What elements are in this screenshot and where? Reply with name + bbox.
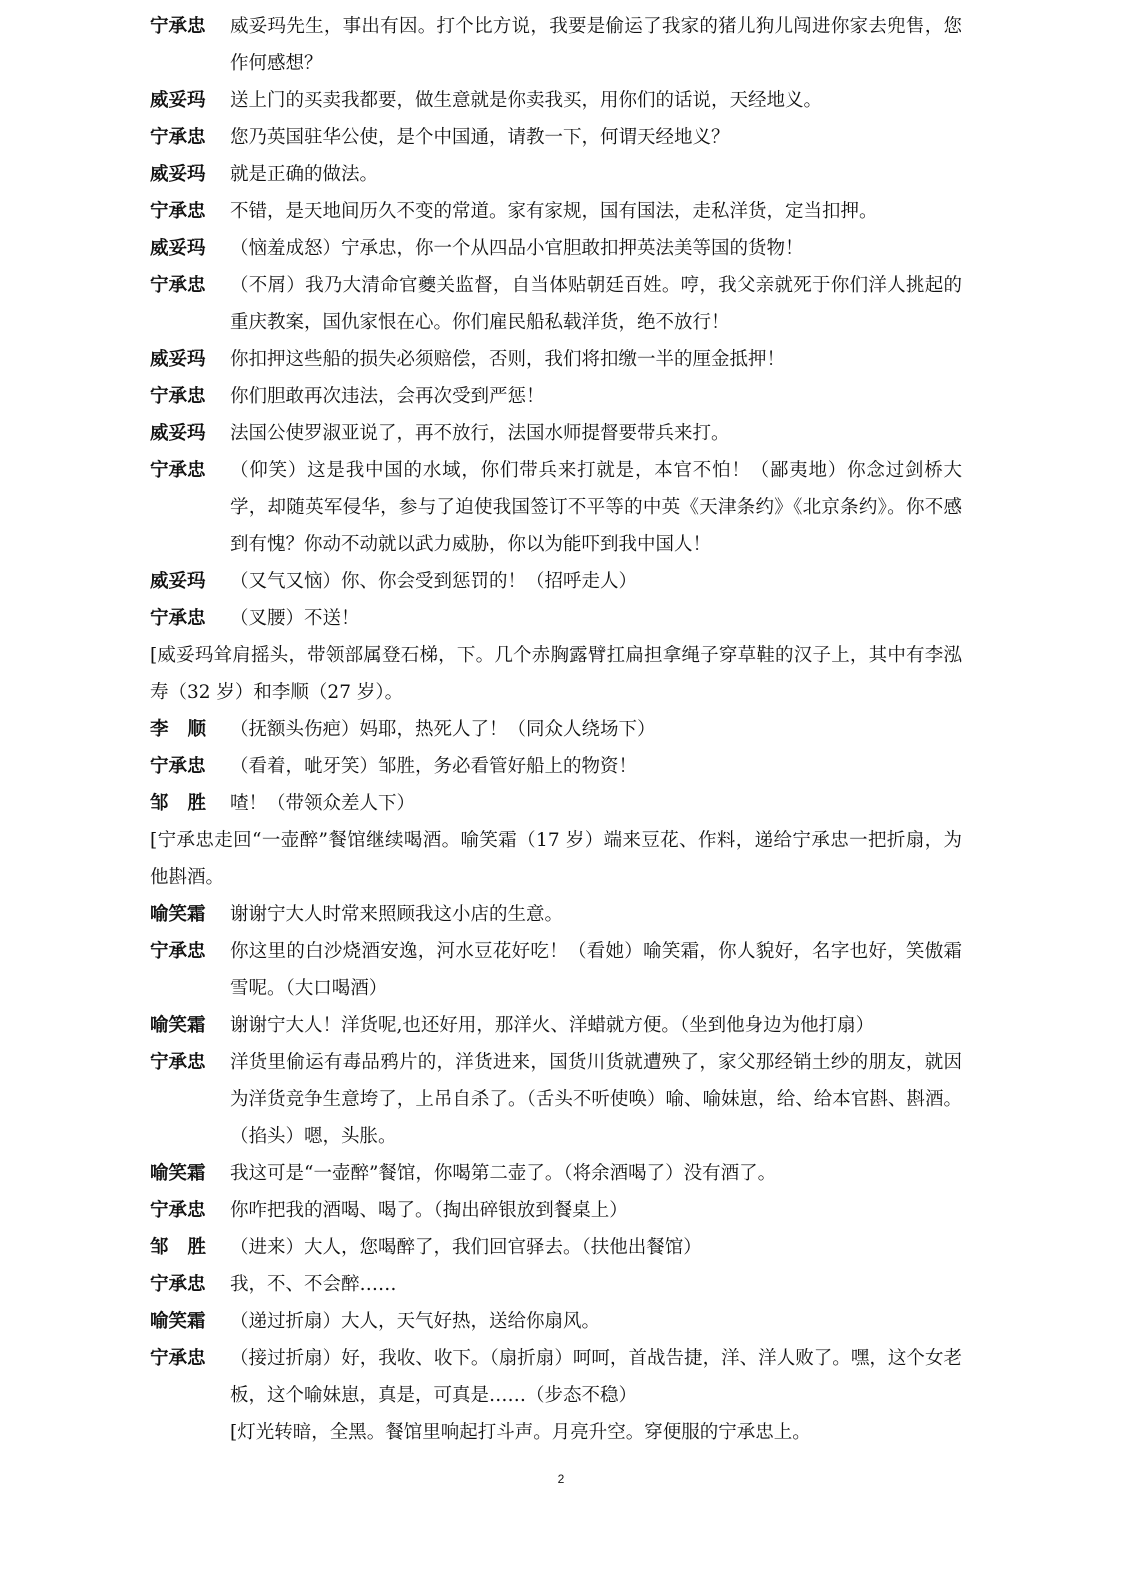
dialogue-entry [150,193,962,230]
dialogue-line: （看着，呲牙笑）邹胜，务必看管好船上的物资！ [230,756,638,777]
dialogue-line: 喳！（带领众差人下） [230,793,416,814]
speaker-name: 宁承忠 [150,460,206,481]
dialogue-line: 我，不、不会醉…… [230,1274,397,1295]
dialogue-line: 谢谢宁大人！洋货呢,也还好用，那洋火、洋蜡就方便。（坐到他身边为他打扇） [230,1015,875,1036]
speaker-name: 宁承忠 [150,1052,206,1073]
dialogue-entry [150,1192,962,1229]
dialogue-entry [150,156,962,193]
dialogue-entry [150,1155,962,1192]
dialogue-line: 你咋把我的酒喝、喝了。（掏出碎银放到餐桌上） [230,1200,628,1221]
dialogue-line: 威妥玛先生，事出有因。打个比方说，我要是偷运了我家的猪儿狗儿闯进你家去兜售，您作何感想？ [230,16,962,74]
dialogue-entry [150,600,962,637]
dialogue-entry [150,563,962,600]
dialogue-line: 法国公使罗淑亚说了，再不放行，法国水师提督要带兵来打。 [230,423,730,444]
dialogue-line: （叉腰）不送！ [230,608,360,629]
speaker-name: 喻笑霜 [150,1163,206,1184]
dialogue-block-3 [150,896,962,1414]
dialogue-line: 你这里的白沙烧酒安逸，河水豆花好吃！（看她）喻笑霜，你人貌好，名字也好，笑傲霜雪呢。（大口喝酒） [230,941,962,999]
dialogue-block-2 [150,711,962,822]
dialogue-entry [150,1007,962,1044]
speaker-name: 宁承忠 [150,201,206,222]
dialogue-line: 你们胆敢再次违法，会再次受到严惩！ [230,386,545,407]
dialogue-entry [150,1229,962,1266]
dialogue-line: （递过折扇）大人，天气好热，送给你扇风。 [230,1311,601,1332]
dialogue-line: 你扣押这些船的损失必须赔偿，否则，我们将扣缴一半的厘金抵押！ [230,349,786,370]
speaker-name: 威妥玛 [150,571,206,592]
dialogue-entry [150,1303,962,1340]
speaker-name: 宁承忠 [150,386,206,407]
dialogue-line: （不屑）我乃大清命官夔关监督，自当体贴朝廷百姓。哼，我父亲就死于你们洋人挑起的重庆教案，国仇家恨在心。你们雇民船私载洋货，绝不放行！ [230,275,962,333]
dialogue-entry [150,1340,962,1414]
speaker-name: 宁承忠 [150,1200,206,1221]
dialogue-line: 不错，是天地间历久不变的常道。家有家规，国有国法，走私洋货，定当扣押。 [230,201,878,222]
dialogue-line: 送上门的买卖我都要，做生意就是你卖我买，用你们的话说，天经地义。 [230,90,823,111]
dialogue-entry [150,341,962,378]
speaker-name: 喻笑霜 [150,904,206,925]
dialogue-line: 洋货里偷运有毒品鸦片的，洋货进来，国货川货就遭殃了，家父那经销土纱的朋友，就因为洋货竞争生意垮了，上吊自杀了。（舌头不听使唤）喻、喻妹崽，给、给本官斟、斟酒。（掐头）嗯，头胀。 [230,1052,962,1147]
dialogue-line: 我这可是“一壶醉”餐馆，你喝第二壶了。（将余酒喝了）没有酒了。 [230,1163,777,1184]
dialogue-entry [150,378,962,415]
dialogue-entry [150,785,962,822]
dialogue-line: （接过折扇）好，我收、收下。（扇折扇）呵呵，首战告捷，洋、洋人败了。嘿，这个女老板，这个喻妹崽，真是，可真是……（步态不稳） [230,1348,962,1406]
stage-direction: [宁承忠走回“一壶醉”餐馆继续喝酒。喻笑霜（17 岁）端来豆花、作料，递给宁承忠一把折扇，为他斟酒。 [150,830,962,888]
dialogue-entry [150,711,962,748]
dialogue-line: （抚额头伤疤）妈耶，热死人了！（同众人绕场下） [230,719,656,740]
speaker-name: 威妥玛 [150,238,206,259]
speaker-name: 宁承忠 [150,1348,206,1369]
script-page [150,8,962,1451]
speaker-name: 喻笑霜 [150,1015,206,1036]
dialogue-entry [150,415,962,452]
speaker-name: 威妥玛 [150,90,206,111]
speaker-name: 宁承忠 [150,608,206,629]
speaker-name: 李顺 [150,719,226,740]
page-number: 2 [557,1472,565,1486]
dialogue-entry [150,933,962,1007]
speaker-name: 邹胜 [150,793,226,814]
speaker-name: 宁承忠 [150,941,206,962]
dialogue-entry [150,8,962,82]
speaker-name: 威妥玛 [150,423,206,444]
dialogue-entry [150,119,962,156]
dialogue-entry [150,82,962,119]
dialogue-entry [150,1266,962,1303]
speaker-name: 喻笑霜 [150,1311,206,1332]
dialogue-line: （恼羞成怒）宁承忠，你一个从四品小官胆敢扣押英法美等国的货物！ [230,238,804,259]
dialogue-line: 谢谢宁大人时常来照顾我这小店的生意。 [230,904,564,925]
speaker-name: 宁承忠 [150,275,206,296]
speaker-name: 宁承忠 [150,127,206,148]
speaker-name: 邹胜 [150,1237,226,1258]
dialogue-block-1 [150,8,962,637]
dialogue-line: 就是正确的做法。 [230,164,379,185]
dialogue-line: （仰笑）这是我中国的水域，你们带兵来打就是，本官不怕！（鄙夷地）你念过剑桥大学，却随英军侵华，参与了迫使我国签订不平等的中英《天津条约》《北京条约》。你不感到有愧？你动不动就以武力威胁，你以为能吓到我中国人！ [230,460,962,555]
speaker-name: 宁承忠 [150,16,206,37]
dialogue-entry [150,896,962,933]
dialogue-entry [150,748,962,785]
dialogue-entry [150,230,962,267]
dialogue-line: （进来）大人，您喝醉了，我们回官驿去。（扶他出餐馆） [230,1237,702,1258]
dialogue-line: （又气又恼）你、你会受到惩罚的！（招呼走人） [230,571,638,592]
speaker-name: 威妥玛 [150,349,206,370]
dialogue-entry [150,267,962,341]
speaker-name: 威妥玛 [150,164,206,185]
dialogue-entry [150,1044,962,1155]
dialogue-entry [150,452,962,563]
stage-direction: [灯光转暗，全黑。餐馆里响起打斗声。月亮升空。穿便服的宁承忠上。 [230,1422,811,1443]
dialogue-line: 您乃英国驻华公使，是个中国通，请教一下，何谓天经地义？ [230,127,730,148]
stage-direction: [威妥玛耸肩摇头，带领部属登石梯，下。几个赤胸露臂扛扁担拿绳子穿草鞋的汉子上，其中有李泓寿（32 岁）和李顺（27 岁）。 [150,645,962,703]
speaker-name: 宁承忠 [150,1274,206,1295]
speaker-name: 宁承忠 [150,756,206,777]
